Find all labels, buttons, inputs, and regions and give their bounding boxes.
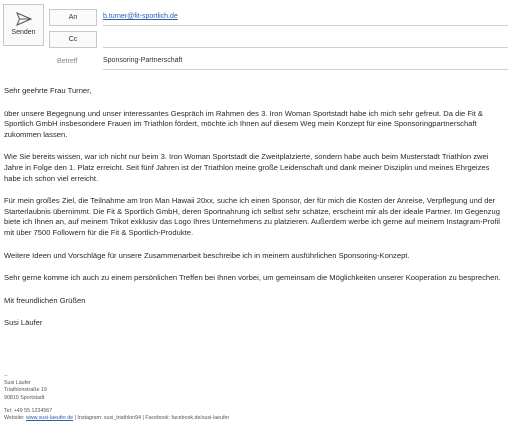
signature-tel: Tel: +49 55 1234567 xyxy=(4,407,53,414)
closing: Mit freundlichen Grüßen xyxy=(4,295,86,305)
cc-button[interactable]: Cc xyxy=(49,31,97,48)
send-label: Senden xyxy=(11,29,36,36)
signature-name: Susi Läufer xyxy=(4,380,31,387)
instagram-text: | Instagram: susi_triathlon94 xyxy=(73,415,142,422)
to-field[interactable] xyxy=(103,9,508,26)
send-button[interactable] xyxy=(3,4,44,46)
website-prefix: Website: xyxy=(4,415,26,422)
to-button[interactable]: An xyxy=(49,9,97,26)
subject-field[interactable]: Sponsoring-Partnerschaft xyxy=(103,53,508,70)
body-paragraph-1: über unsere Begegnung und unser interessantes Gespräch im Rahmen des 3. Iron Woman Sportstadt habe ich mich sehr gefreut. Da die Fit & Sportlich GmbH insbesondere Frauen im Triathlon fördert, möchte ich Ihnen auf diesem Weg mein Konzept für eine Sponsoringpartnerschaft zukommen lassen. xyxy=(4,108,483,139)
body-paragraph-5: Sehr gerne komme ich auch zu einem persönlichen Treffen bei Ihnen vorbei, um gemeinsam die Möglichkeiten unserer Kooperation zu besprechen. xyxy=(4,273,501,283)
to-recipient[interactable]: b.turner@fit-sportlich.de xyxy=(103,13,178,20)
greeting: Sehr geehrte Frau Turner, xyxy=(4,86,92,95)
signature-city: 90810 Sportstadt xyxy=(4,394,45,401)
signature-links xyxy=(4,415,507,422)
facebook-text: | Facebook: facebook.de/susi-laeufer xyxy=(141,415,230,422)
sender-name: Susi Läufer xyxy=(4,318,43,328)
body-paragraph-4: Weitere Ideen und Vorschläge für unsere Zusammenarbeit beschreibe ich in meinem ausführlichen Sponsoring-Konzept. xyxy=(4,250,410,260)
body-paragraph-3: Für mein großes Ziel, die Teilnahme am Iron Man Hawaii 20xx, suche ich einen Sponsor, der für mich die Kosten der Anreise, Verpflegung und der Starterlaubnis übernimmt. Die Fit & Sportlich GmbH, deren Sportnahrung ich selbst sehr schätze, erscheint mir als der ideale Partner. Im Gegenzug biete ich Ihnen an, auf meinem Trikot exklusiv das Logo Ihres Unternehmens zu platzieren. Außerdem werbe ich gerne auf meinem Instagram-Profil mit über 7500 Followern für die Fit & Sportlich-Produkte. xyxy=(4,196,500,237)
signature xyxy=(4,373,507,422)
body-paragraph-2: Wie Sie bereits wissen, war ich nicht nur beim 3. Iron Woman Sportstadt die Zweitplatzierte, sondern habe auch beim Musterstadt Triathlon zwei Jahre in Folge den 1. Platz erreicht. Seit fünf Jahren ist der Triathlon meine große Leidenschaft und dank meiner Disziplin und meines Ehrgeizes habe ich schon viel erreicht. xyxy=(4,152,490,183)
send-icon xyxy=(16,11,32,27)
message-body[interactable] xyxy=(4,86,507,341)
cc-field[interactable] xyxy=(103,31,508,48)
signature-dashes: -- xyxy=(4,373,8,379)
signature-street: Triathlonstraße 19 xyxy=(4,387,47,394)
website-link[interactable]: www.susi-laeufer.de xyxy=(25,415,74,422)
subject-label: Betreff xyxy=(57,58,78,65)
